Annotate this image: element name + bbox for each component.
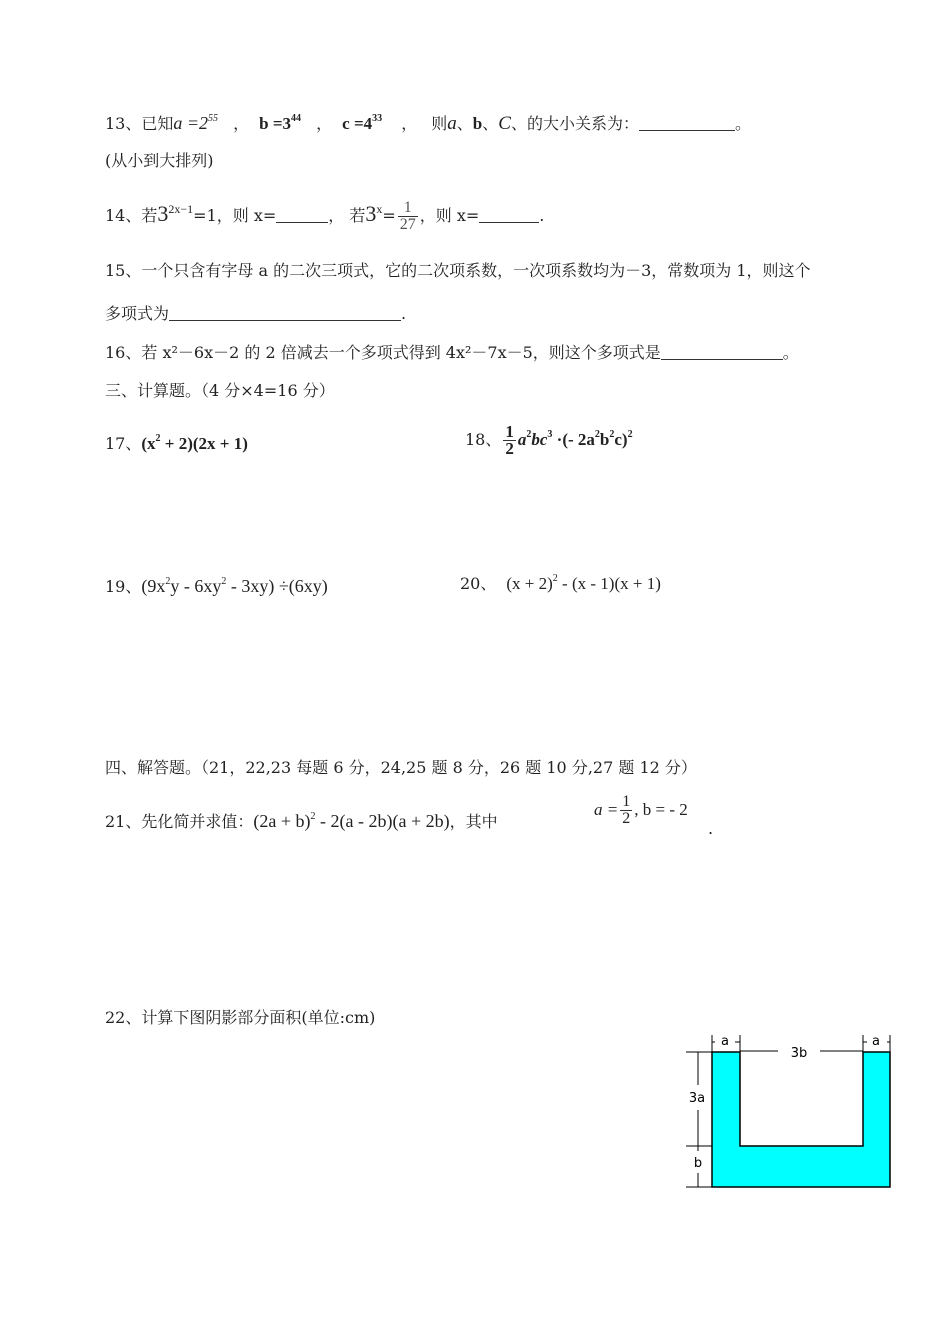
- question-20: 20、 $(x + 2)^2 - (x - 1)(x + 1)$: [460, 573, 661, 593]
- question-21: 21、先化简并求值：$(2a + b)^2 - 2(a - 2b)(a + 2b)$，其中: [105, 811, 498, 831]
- q13-number: 13、已知: [105, 114, 174, 133]
- q13-b-expr: $b =3^{44}$: [259, 113, 302, 133]
- q21-condition: a = $\frac{1}{2}$ , b = - 2: [594, 793, 688, 827]
- q13-c-expr: $c =4^{33}$: [342, 113, 383, 133]
- q21-fraction: $\frac{1}{2}$: [622, 793, 631, 827]
- question-19: 19、$(9x^2y - 6xy^2 - 3xy) \div(6xy)$: [105, 576, 328, 596]
- q19-expression: $(9x^2y - 6xy^2 - 3xy) \div(6xy)$: [141, 576, 328, 596]
- q20-expression: $(x + 2)^2 - (x - 1)(x + 1)$: [506, 573, 661, 593]
- label-3a: 3a: [688, 1091, 706, 1106]
- question-15-line-1: 15、一个只含有字母 a 的二次三项式，它的二次项系数，一次项系数均为－3，常数项为 1，则这个: [105, 261, 811, 280]
- question-13: 13、已知$a =2^{55}$ ， $b =3^{44}$ ， $c =4^{33}$ ， 则a、b、C、的大小关系为： 。: [105, 113, 751, 134]
- q21-end-dot: .: [708, 819, 714, 838]
- question-14: 14、若$3^{2x-1}=1$，则 x= ， 若$3^x=$ $\frac{1}{27}$ ，则 x= .: [105, 199, 545, 233]
- section-4-heading: 四、解答题。（21，22,23 每题 6 分，24,25 题 8 分，26 题 10 分,27 题 12 分）: [105, 758, 697, 777]
- question-13-note: (从小到大排列): [105, 151, 214, 170]
- shaded-area-diagram: [680, 1030, 895, 1195]
- label-a-right: a: [872, 1034, 880, 1049]
- question-16: 16、若 x²－6x－2 的 2 倍减去一个多项式得到 4x²－7x－5，则这个多项式是 。: [105, 343, 799, 362]
- q21-expression: $(2a + b)^2 - 2(a - 2b)(a + 2b)$: [253, 811, 450, 831]
- q18-expression: $a^2bc^3$ ·(- $2a^2b^2c)^2$: [517, 429, 633, 449]
- question-22: 22、计算下图阴影部分面积(单位:cm): [105, 1008, 376, 1027]
- section-3-heading: 三、计算题。（4 分×4=16 分）: [105, 381, 335, 400]
- label-3b: 3b: [790, 1046, 808, 1061]
- q13-a-expr: $a =2^{55}$: [173, 113, 219, 133]
- q14-fraction: $\frac{1}{27}$: [399, 199, 416, 233]
- label-b: b: [693, 1156, 703, 1171]
- question-18: 18、 $\frac{1}{2}$ $a^2bc^3$ ·(- $2a^2b^2c)^2$: [465, 422, 633, 458]
- q15-answer-blank[interactable]: [169, 304, 401, 321]
- shaded-region: [712, 1052, 890, 1187]
- q17-expression: $(x^2 + 2)(2x + 1)$: [141, 433, 248, 453]
- label-a-left: a: [721, 1034, 729, 1049]
- q16-answer-blank[interactable]: [661, 343, 783, 360]
- q14-answer-blank-1[interactable]: [276, 206, 328, 223]
- question-17: 17、$(x^2 + 2)(2x + 1)$: [105, 433, 248, 453]
- q13-answer-blank[interactable]: [639, 114, 735, 131]
- q14-answer-blank-2[interactable]: [479, 206, 539, 223]
- question-15-line-2: 多项式为 .: [105, 304, 407, 323]
- q18-fraction: $\frac{1}{2}$: [505, 422, 514, 458]
